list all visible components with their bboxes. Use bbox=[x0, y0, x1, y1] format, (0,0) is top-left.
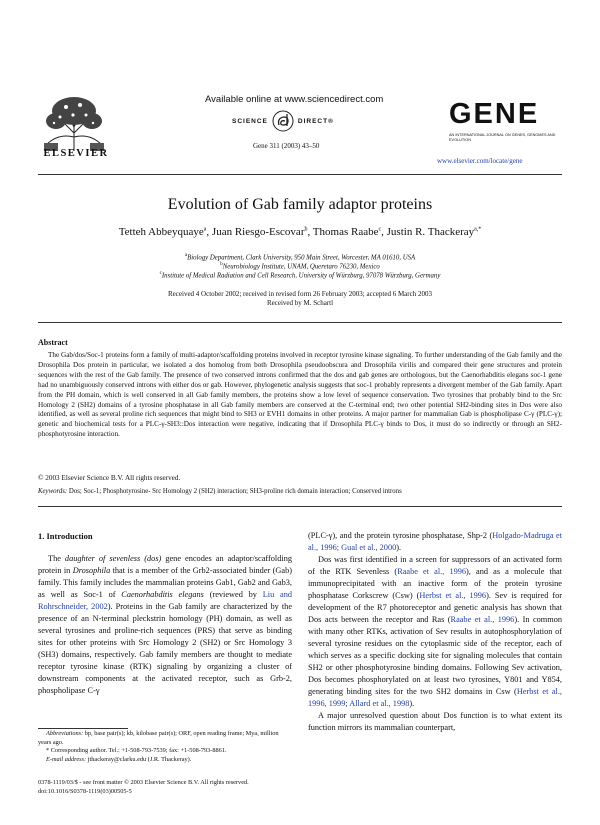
citation-link[interactable]: Liu and Rohrschneider, 2002 bbox=[38, 590, 293, 611]
author-name[interactable]: Thomas Raabe bbox=[312, 226, 379, 238]
intro-paragraph: The daughter of sevenless (dos) gene encodes an adaptor/scaffolding protein in Drosophila that is a member of the Grb2-associated binder (Gab) family. This family includes the mammalian proteins Gab1, Gab2 and Gab3, as well as Soc-1 of Caenorhabditis elegans (reviewed by Liu and Rohrschneider, 2002). Proteins in the Gab family are characterized by the presence of an N-terminal pleckstrin homology (PH) domain, as well as several tyrosines and proline-rich sequences (PRS) that serve as binding sites for other proteins with Src Homology 2 (SH2) or Src Homology 3 (SH3) domains, respectively. Gab family members are thought to mediate receptor tyrosine kinase (RTK) signaling by organizing a cluster of downstream components at the activated receptor, such as Grb-2, phospholipase C-γ bbox=[38, 554, 293, 695]
journal-url-link[interactable]: www.elsevier.com/locate/gene bbox=[437, 157, 523, 165]
left-column bbox=[38, 553, 292, 697]
author-affil-sup: b bbox=[304, 226, 308, 233]
affiliation bbox=[0, 253, 600, 261]
email-footnote: E-mail address: jthackeray@clarku.edu (J.R. Thackeray). bbox=[46, 756, 192, 764]
keywords bbox=[38, 488, 562, 495]
author-separator: , bbox=[206, 226, 212, 238]
copyright-notice: © 2003 Elsevier Science B.V. All rights reserved. bbox=[38, 474, 181, 482]
affiliation-text: Institute of Medical Radiation and Cell Research, University of Würzburg, 97078 Würzburg, Germany bbox=[161, 272, 441, 280]
sd-right-word: DIRECT® bbox=[297, 117, 334, 125]
article-history: Received 4 October 2002; received in revised form 26 February 2003; accepted 6 March 2003 bbox=[168, 290, 432, 298]
dos-paragraph: Dos was first identified in a screen for suppressors of an activated form of the RTK Sevenless (Raabe et al., 1996), and as a molecule that immunoprecipitated with an inactive form of the protein tyrosine phosphatase Corkscrew (Csw) (Herbst et al., 1996). Sev is required for development of the R7 photoreceptor and genetic analysis has shown that Dos acts between the receptor and Ras (Raabe et al., 1996). In common with many other RTKs, activation of Sev results in autophosphorylation of several tyrosine residues on the cytoplasmic side of the receptor, each of which serves as a specific docking site for signaling molecules that contain SH2 or other phosphotyrosine binding domains. Following Sev activation, Dos becomes phosphorylated on at least two tyrosines, Y801 and Y854, generating binding sites for the two SH2 domains in Csw (Herbst et al., 1996, 1999; Allard et al., 1998). bbox=[308, 555, 563, 708]
author-name[interactable]: Juan Riesgo-Escovar bbox=[211, 226, 305, 238]
section-heading: 1. Introduction bbox=[38, 531, 93, 541]
intro-paragraph-continued: (PLC-γ), and the protein tyrosine phosphatase, Shp-2 (Holgado-Madruga et al., 1996; Gual et al., 2000). bbox=[308, 531, 562, 552]
article-title: Evolution of Gab family adaptor proteins bbox=[167, 196, 433, 213]
author-name[interactable]: Tetteh Abbeyquaye bbox=[118, 226, 204, 238]
affiliation bbox=[0, 271, 600, 279]
journal-citation: Gene 311 (2003) 43–50 bbox=[253, 142, 320, 150]
right-column bbox=[308, 530, 562, 734]
author-affil-sup: a,* bbox=[474, 226, 482, 233]
affiliation-text: Biology Department, Clark University, 950 Main Street, Worcester, MA 01610, USA bbox=[187, 254, 416, 262]
journal-tagline: AN INTERNATIONAL JOURNAL ON GENES, GENOMES AND EVOLUTION bbox=[449, 133, 556, 142]
author-name[interactable]: Justin R. Thackeray bbox=[386, 226, 475, 238]
available-online-text[interactable]: Available online at www.sciencedirect.com bbox=[205, 94, 384, 105]
doi-line[interactable]: doi:10.1016/S0378-1119(03)00505-5 bbox=[38, 788, 132, 795]
sciencedirect-logo bbox=[232, 110, 334, 132]
affiliation-sup: a bbox=[184, 253, 188, 258]
received-by: Received by M. Schartl bbox=[266, 299, 334, 307]
abbreviations-footnote: Abbreviations: bp, base pair(s); kb, kilobase pair(s); ORF, open reading frame; Mya, million years ago. bbox=[38, 730, 279, 746]
affiliation-text: Neurobiology Institute, UNAM, Queretaro 76230, Mexico bbox=[222, 263, 380, 271]
sd-left-word: SCIENCE bbox=[232, 117, 268, 125]
citation-link[interactable]: Raabe et al., 1996 bbox=[450, 615, 515, 624]
affiliation bbox=[0, 262, 600, 270]
author-separator: , bbox=[381, 226, 387, 238]
author-list bbox=[0, 226, 600, 238]
citation-link[interactable]: Holgado-Madruga et al., 1996; Gual et al., 2000 bbox=[308, 531, 562, 552]
abstract-text: The Gab/dos/Soc-1 proteins form a family of multi-adaptor/scaffolding proteins involved in receptor tyrosine kinase signaling. To further understanding of the Gab family and the Drosophila Dos protein in particular, we isolated a dos homolog from both Drosophila pseudoobscura and Drosophila virilis and compared their gene structures and protein sequences with the rest of the Gab family. The presence of two conserved introns confirmed that the dos and gab genes are orthologous, but the Caenorhabditis elegans soc-1 gene had no unambiguously conserved introns with either dos or gab. However, phylogenetic analysis suggests that soc-1 probably represents a divergent member of the Gab family. Apart from the PH domain, which is well conserved in all Gab family members, the proteins show a low level of sequence conservation. Two tyrosines that probably bind to the Src Homology 2 (SH2) domains of a tyrosine phosphatase in all Gab family members are conserved at the C-terminal end; two other potential SH2-binding sites in Dos were also identified, as well as several proline rich sequences that might bind to SH3 or EVH1 domains in other proteins. A major partner for mammalian Gab is phospholipase C-γ (PLC-γ); genetic and biochemical tests for a PLC-γ-SH3::Dos interaction were negative, indicating that if Drosophila PLC-γ binds to Dos, it must do so indirectly or through an SH2-phosphotyrosine interaction. bbox=[38, 351, 562, 439]
keywords-text: Dos; Soc-1; Phosphotyrosine- Src Homology 2 (SH2) interaction; SH3-proline rich domain interaction; Conserved introns bbox=[68, 488, 402, 495]
affiliation-sup: c bbox=[159, 271, 162, 276]
abstract-top-rule bbox=[38, 322, 562, 323]
sciencedirect-d-icon bbox=[272, 110, 294, 132]
corresponding-author-footnote: * Corresponding author. Tel.: +1-508-793-7539; fax: +1-508-793-8861. bbox=[46, 747, 227, 755]
author-separator: , bbox=[307, 226, 313, 238]
author-affil-sup: a bbox=[203, 226, 207, 233]
issn-line: 0378-1119/03/$ - see front matter © 2003 Elsevier Science B.V. All rights reserved. bbox=[38, 779, 249, 786]
affiliation-sup: b bbox=[220, 262, 223, 267]
publisher-name: ELSEVIER bbox=[43, 148, 109, 159]
citation-link[interactable]: Herbst et al., 1996, 1999; Allard et al., 1998 bbox=[308, 687, 562, 708]
keywords-label: Keywords: bbox=[38, 488, 68, 495]
citation-link[interactable]: Herbst et al., 1996 bbox=[419, 591, 487, 600]
journal-logo: GENE bbox=[449, 98, 540, 130]
elsevier-tree-logo bbox=[38, 93, 110, 153]
abstract-bottom-rule bbox=[38, 506, 562, 507]
author-affil-sup: c bbox=[378, 226, 382, 233]
footnotes bbox=[38, 730, 292, 765]
header-divider bbox=[38, 174, 562, 175]
question-paragraph: A major unresolved question about Dos function is to what extent its function mirrors its mammalian counterpart, bbox=[308, 711, 562, 732]
footnote-rule bbox=[38, 728, 128, 729]
abstract-heading: Abstract bbox=[38, 338, 68, 347]
citation-link[interactable]: Raabe et al., 1996 bbox=[397, 567, 467, 576]
